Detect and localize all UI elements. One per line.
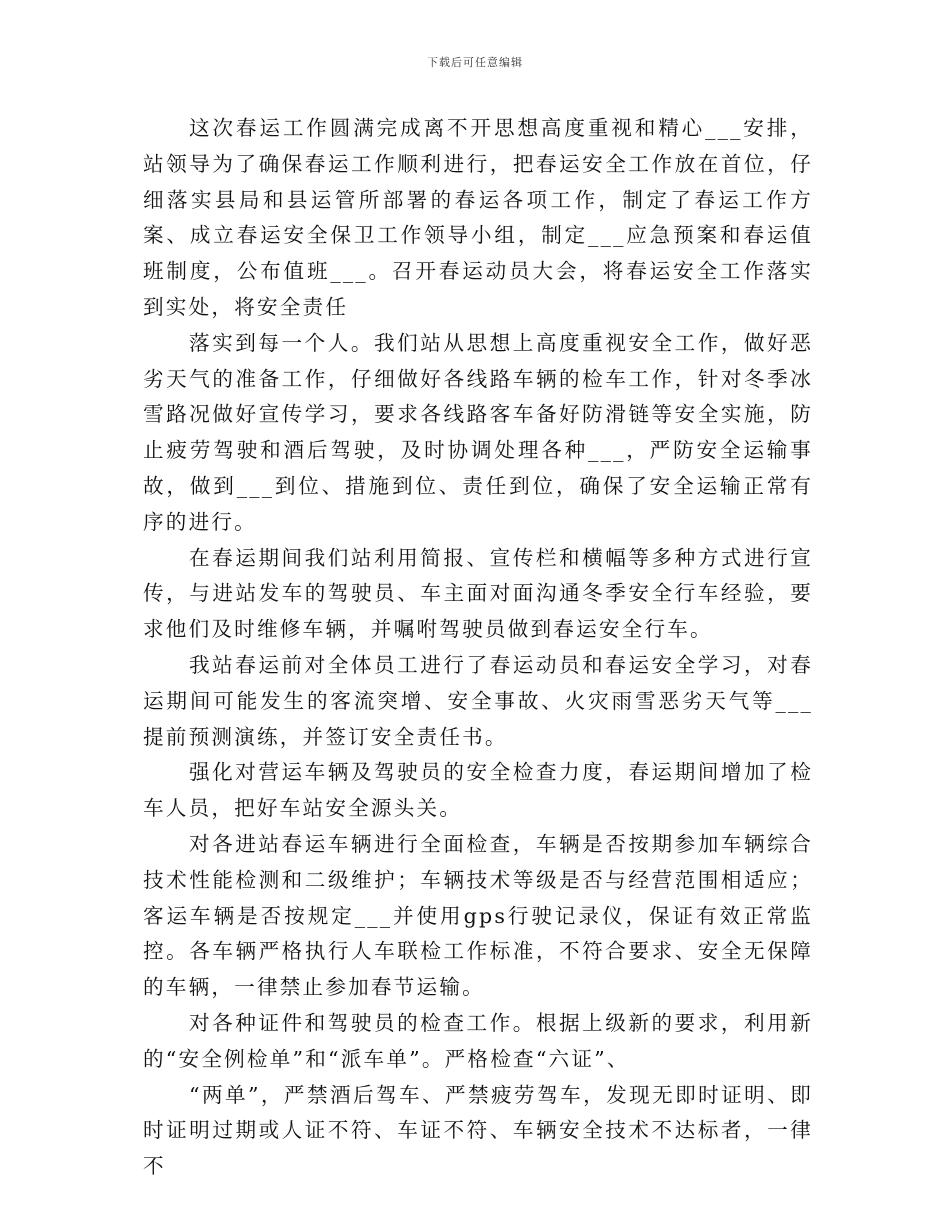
paragraph: “两单”，严禁酒后驾车、严禁疲劳驾车，发现无即时证明、即时证明过期或人证不符、车证不符、车辆安全技术不达标者，一律不	[143, 1082, 813, 1179]
paragraph: 强化对营运车辆及驾驶员的安全检查力度，春运期间增加了检车人员，把好车站安全源头关。	[143, 760, 813, 821]
paragraph: 落实到每一个人。我们站从思想上高度重视安全工作，做好恶劣天气的准备工作，仔细做好各线路车辆的检车工作，针对冬季冰雪路况做好宣传学习，要求各线路客车备好防滑链等安全实施，防止疲劳驾驶和酒后驾驶，及时协调处理各种___，严防安全运输事故，做到___到位、措施到位、责任到位，确保了安全运输正常有序的进行。	[143, 330, 813, 534]
paragraph: 这次春运工作圆满完成离不开思想高度重视和精心___安排，站领导为了确保春运工作顺利进行，把春运安全工作放在首位，仔细落实县局和县运管所部署的春运各项工作，制定了春运工作方案、成立春运安全保卫工作领导小组，制定___应急预案和春运值班制度，公布值班___。召开春运动员大会，将春运安全工作落实到实处，将安全责任	[143, 116, 813, 319]
page-header: 下载后可任意编辑	[427, 56, 523, 69]
paragraph: 我站春运前对全体员工进行了春运动员和春运安全学习，对春运期间可能发生的客流突增、安全事故、火灾雨雪恶劣天气等___提前预测演练，并签订安全责任书。	[143, 652, 813, 749]
paragraph: 对各进站春运车辆进行全面检查，车辆是否按期参加车辆综合技术性能检测和二级维护；车辆技术等级是否与经营范围相适应；客运车辆是否按规定___并使用gps行驶记录仪，保证有效正常监控。各车辆严格执行人车联检工作标准，不符合要求、安全无保障的车辆，一律禁止参加春节运输。	[143, 831, 813, 1000]
document-body	[143, 111, 813, 1185]
paragraph: 在春运期间我们站利用简报、宣传栏和横幅等多种方式进行宣传，与进站发车的驾驶员、车主面对面沟通冬季安全行车经验，要求他们及时维修车辆，并嘱咐驾驶员做到春运安全行车。	[143, 545, 813, 642]
paragraph: 对各种证件和驾驶员的检查工作。根据上级新的要求，利用新的“安全例检单”和“派车单”。严格检查“六证”、	[143, 1010, 813, 1071]
